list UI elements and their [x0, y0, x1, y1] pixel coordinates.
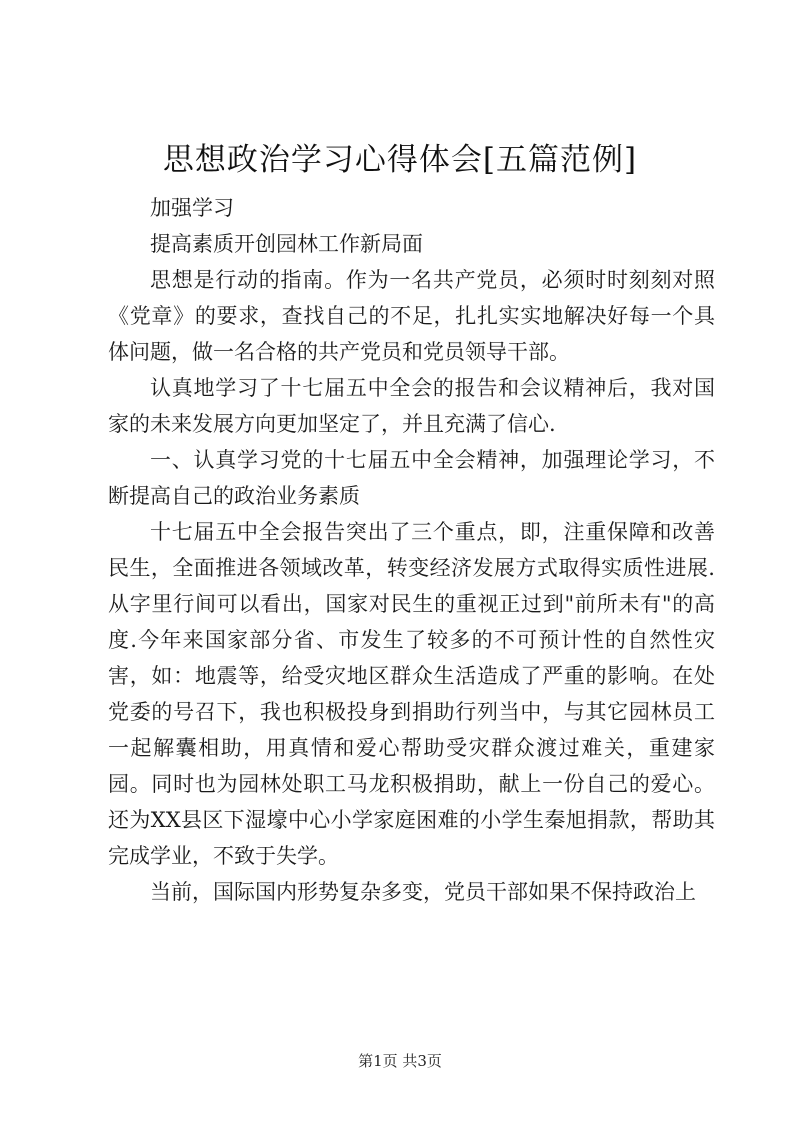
paragraph: 认真地学习了十七届五中全会的报告和会议精神后，我对国家的未来发展方向更加坚定了，并且充满了信心.: [108, 376, 715, 436]
paragraph: 思想是行动的指南。作为一名共产党员，必须时时刻刻对照《党章》的要求，查找自己的不足，扎扎实实地解决好每一个具体问题，做一名合格的共产党员和党员领导干部。: [108, 268, 715, 364]
document-body: [108, 190, 715, 910]
page-footer: 第1页 共3页: [358, 1052, 442, 1070]
paragraph: 一、认真学习党的十七届五中全会精神，加强理论学习，不断提高自己的政治业务素质: [108, 448, 715, 508]
paragraph: 当前，国际国内形势复杂多变，党员干部如果不保持政治上: [150, 880, 696, 904]
paragraph: 加强学习: [150, 196, 234, 220]
paragraph: 提高素质开创园林工作新局面: [150, 232, 423, 256]
paragraph: 十七届五中全会报告突出了三个重点，即，注重保障和改善民生，全面推进各领域改革，转变经济发展方式取得实质性进展.从字里行间可以看出，国家对民生的重视正过到"前所未有"的高度.今年来国家部分省、市发生了较多的不可预计性的自然性灾害，如：地震等，给受灾地区群众生活造成了严重的影响。在处党委的号召下，我也积极投身到捐助行列当中，与其它园林员工一起解囊相助，用真情和爱心帮助受灾群众渡过难关，重建家园。同时也为园林处职工马龙积极捐助，献上一份自己的爱心。还为XX县区下湿壕中心小学家庭困难的小学生秦旭捐款，帮助其完成学业，不致于失学。: [108, 520, 715, 868]
document-title: 思想政治学习心得体会[五篇范例]: [162, 142, 638, 178]
